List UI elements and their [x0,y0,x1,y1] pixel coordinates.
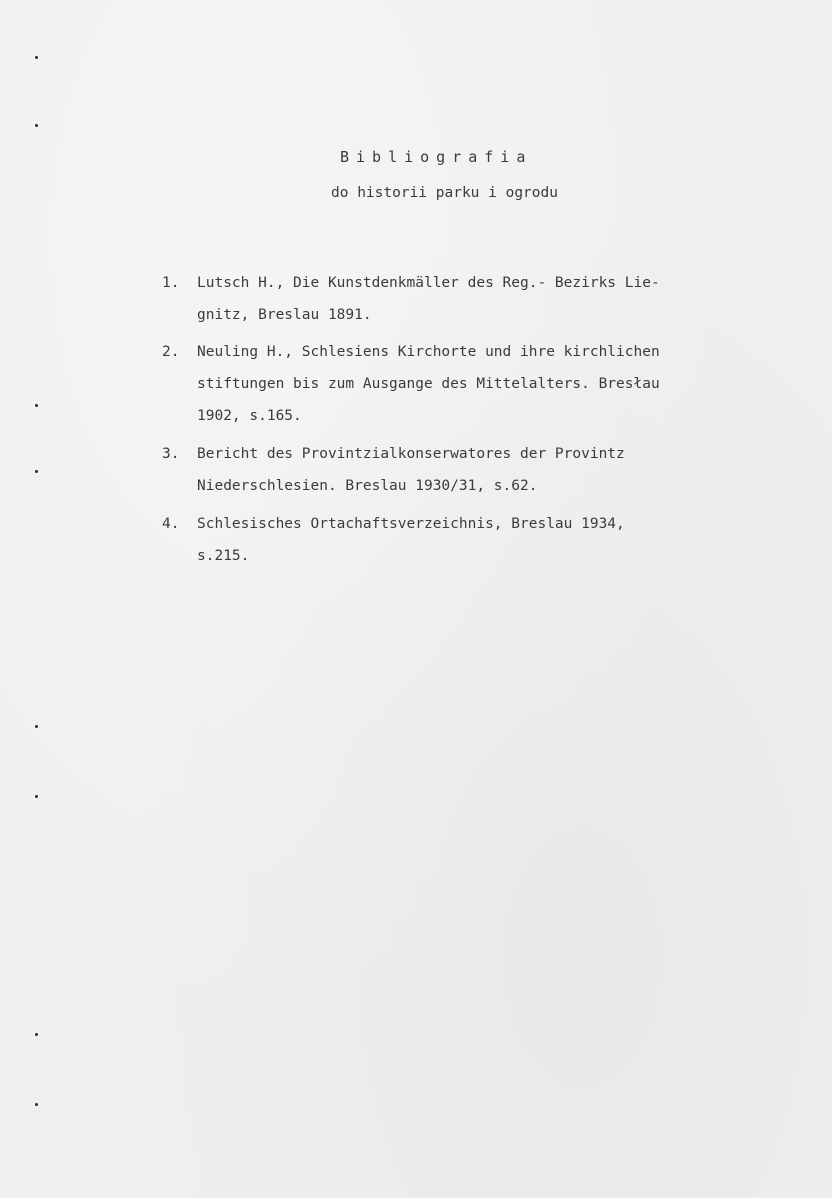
margin-mark [35,1103,38,1106]
entry-line: 1902, s.165. [197,408,302,424]
margin-mark [35,56,38,59]
entry-line: Lutsch H., Die Kunstdenkmäller des Reg.- Bezirks Lie- [197,275,660,291]
margin-mark [35,795,38,798]
entry-line: Neuling H., Schlesiens Kirchorte und ihre kirchlichen [197,344,660,360]
margin-mark [35,470,38,473]
entry-line: Schlesisches Ortachaftsverzeichnis, Breslau 1934, [197,516,625,532]
entry-number: 3. [162,446,180,462]
entry-number: 1. [162,275,180,291]
entry-number: 4. [162,516,180,532]
document-title: Bibliografia [340,148,533,166]
bibliography-entry [162,267,762,331]
entry-line: Bericht des Provintzialkonserwatores der Provintz [197,446,625,462]
entry-line: s.215. [197,548,250,564]
margin-mark [35,725,38,728]
document-subtitle: do historii parku i ogrodu [331,185,558,201]
entry-line: Niederschlesien. Breslau 1930/31, s.62. [197,478,538,494]
margin-mark [35,1033,38,1036]
bibliography-entry [162,508,762,572]
entry-line: gnitz, Breslau 1891. [197,307,372,323]
bibliography-entry [162,438,762,502]
entry-number: 2. [162,344,180,360]
margin-mark [35,124,38,127]
margin-mark [35,404,38,407]
entry-line: stiftungen bis zum Ausgange des Mittelalters. Bresłau [197,376,660,392]
bibliography-entry [162,336,762,432]
